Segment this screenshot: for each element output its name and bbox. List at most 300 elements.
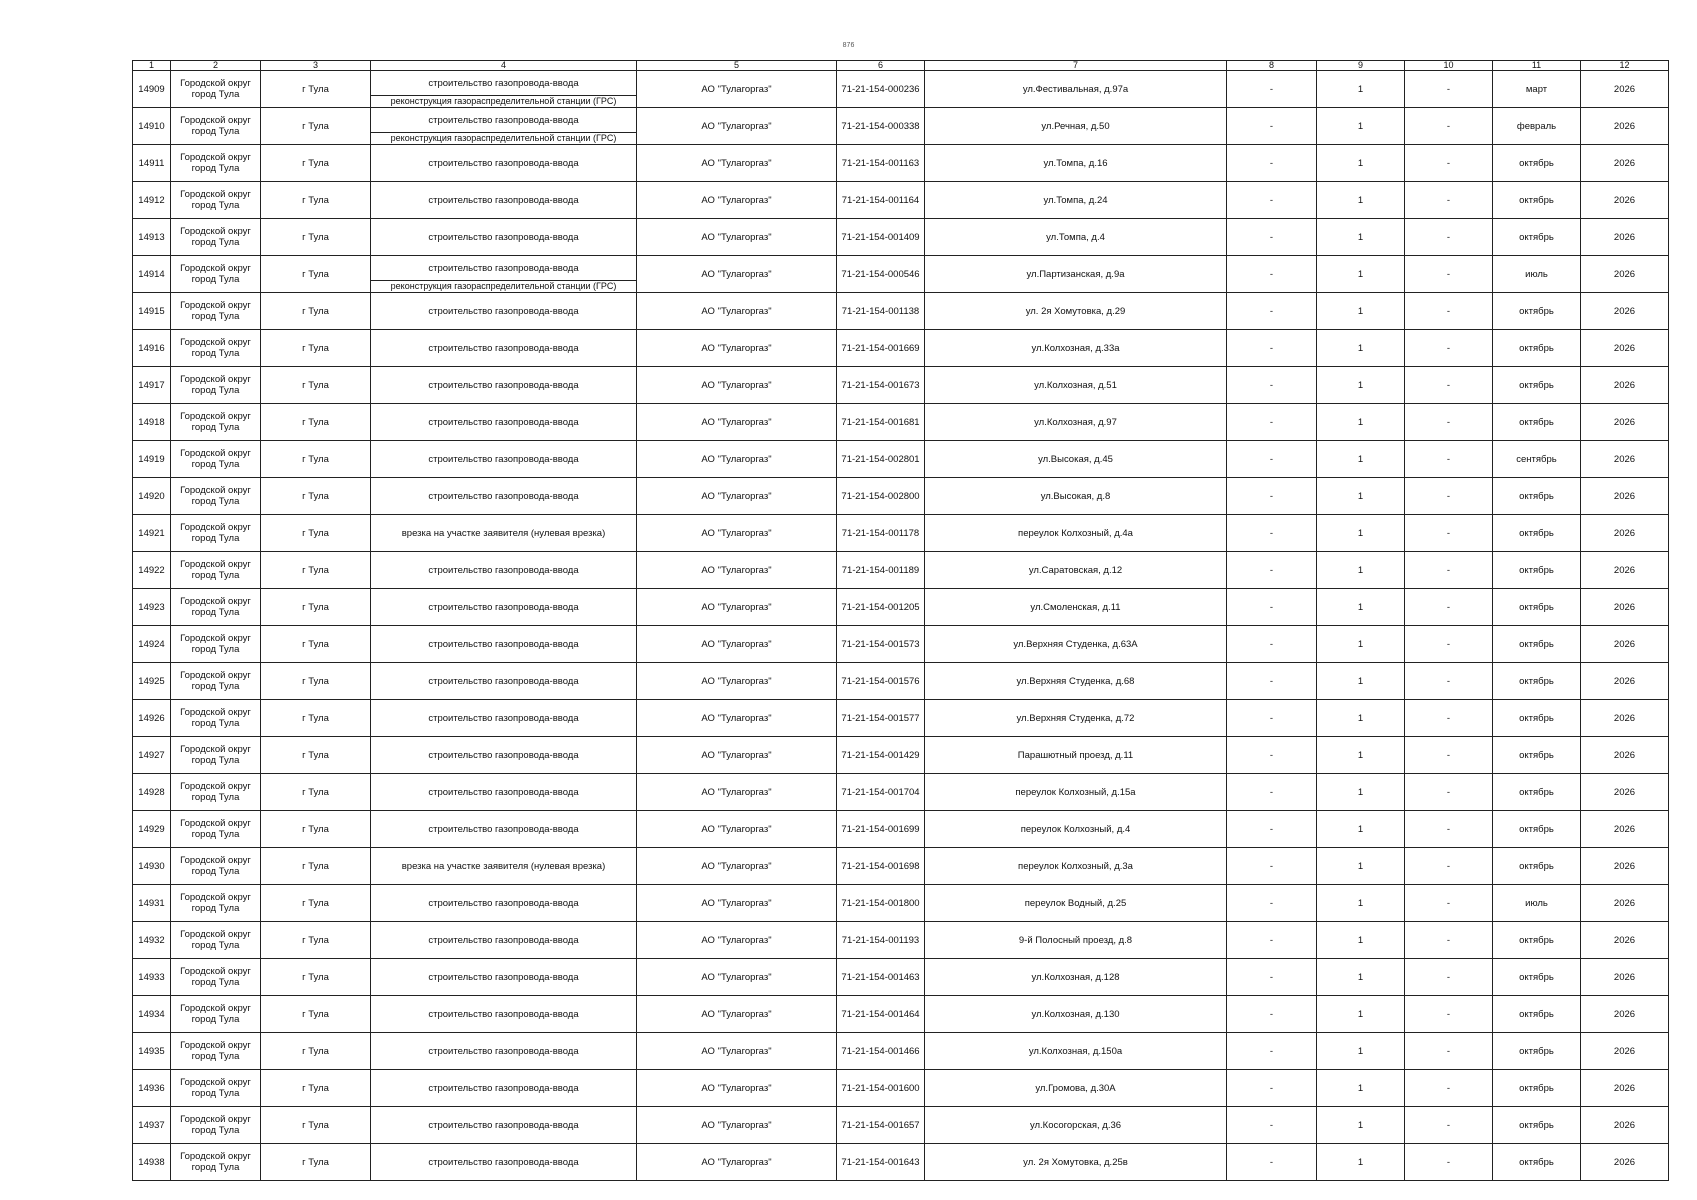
row-number-cell: 14919 [133,441,171,478]
municipality-cell: Городской округ город Тула [171,478,261,515]
settlement-cell: г Тула [261,552,371,589]
year-cell: 2026 [1581,367,1669,404]
row-number-cell: 14932 [133,922,171,959]
month-cell: октябрь [1493,848,1581,885]
settlement-cell: г Тула [261,145,371,182]
col8-cell: - [1227,552,1317,589]
municipality-cell: Городской округ город Тула [171,922,261,959]
month-cell: февраль [1493,108,1581,145]
municipality-cell: Городской округ город Тула [171,330,261,367]
organization-cell: АО "Тулагоргаз" [637,848,837,885]
col8-cell: - [1227,996,1317,1033]
address-cell: ул.Высокая, д.45 [925,441,1227,478]
col8-cell: - [1227,71,1317,108]
table-row [133,108,1669,145]
address-cell: ул.Высокая, д.8 [925,478,1227,515]
year-cell: 2026 [1581,959,1669,996]
month-cell: октябрь [1493,737,1581,774]
work-type-cell: строительство газопровода-ввода [371,145,637,182]
organization-cell: АО "Тулагоргаз" [637,1033,837,1070]
month-cell: октябрь [1493,626,1581,663]
work-type-cell: строительство газопровода-ввода [371,811,637,848]
organization-cell: АО "Тулагоргаз" [637,182,837,219]
month-cell: июль [1493,885,1581,922]
address-cell: ул.Верхняя Студенка, д.72 [925,700,1227,737]
address-cell: ул.Фестивальная, д.97а [925,71,1227,108]
object-code-cell: 71-21-154-001673 [837,367,925,404]
object-code-cell: 71-21-154-001163 [837,145,925,182]
col10-cell: - [1405,219,1493,256]
address-cell: ул.Колхозная, д.97 [925,404,1227,441]
row-number-cell: 14933 [133,959,171,996]
month-cell: октябрь [1493,1033,1581,1070]
table-row [133,922,1669,959]
municipality-cell: Городской округ город Тула [171,256,261,293]
address-cell: ул.Колхозная, д.150а [925,1033,1227,1070]
column-header-4: 4 [371,61,637,71]
col9-cell: 1 [1317,737,1405,774]
organization-cell: АО "Тулагоргаз" [637,330,837,367]
year-cell: 2026 [1581,589,1669,626]
municipality-cell: Городской округ город Тула [171,1070,261,1107]
col8-cell: - [1227,404,1317,441]
table-row [133,663,1669,700]
organization-cell: АО "Тулагоргаз" [637,1144,837,1181]
settlement-cell: г Тула [261,182,371,219]
settlement-cell: г Тула [261,441,371,478]
col9-cell: 1 [1317,293,1405,330]
column-header-7: 7 [925,61,1227,71]
work-type-cell: строительство газопровода-ввода [371,552,637,589]
col8-cell: - [1227,293,1317,330]
settlement-cell: г Тула [261,293,371,330]
col8-cell: - [1227,1033,1317,1070]
organization-cell: АО "Тулагоргаз" [637,700,837,737]
municipality-cell: Городской округ город Тула [171,182,261,219]
table-row [133,367,1669,404]
settlement-cell: г Тула [261,737,371,774]
organization-cell: АО "Тулагоргаз" [637,293,837,330]
table-row [133,293,1669,330]
year-cell: 2026 [1581,1033,1669,1070]
row-number-cell: 14937 [133,1107,171,1144]
col10-cell: - [1405,108,1493,145]
table-row [133,811,1669,848]
gasification-register-table [132,60,1669,1181]
col10-cell: - [1405,293,1493,330]
col10-cell: - [1405,1144,1493,1181]
col8-cell: - [1227,1107,1317,1144]
object-code-cell: 71-21-154-001429 [837,737,925,774]
col10-cell: - [1405,922,1493,959]
column-header-11: 11 [1493,61,1581,71]
month-cell: октябрь [1493,552,1581,589]
object-code-cell: 71-21-154-001573 [837,626,925,663]
settlement-cell: г Тула [261,478,371,515]
month-cell: октябрь [1493,1107,1581,1144]
col10-cell: - [1405,256,1493,293]
organization-cell: АО "Тулагоргаз" [637,922,837,959]
year-cell: 2026 [1581,922,1669,959]
col10-cell: - [1405,478,1493,515]
settlement-cell: г Тула [261,811,371,848]
col9-cell: 1 [1317,552,1405,589]
organization-cell: АО "Тулагоргаз" [637,552,837,589]
work-type-cell: врезка на участке заявителя (нулевая врезка) [371,515,637,552]
table-row [133,1070,1669,1107]
year-cell: 2026 [1581,663,1669,700]
municipality-cell: Городской округ город Тула [171,108,261,145]
col9-cell: 1 [1317,922,1405,959]
settlement-cell: г Тула [261,1144,371,1181]
settlement-cell: г Тула [261,1033,371,1070]
object-code-cell: 71-21-154-001681 [837,404,925,441]
col8-cell: - [1227,330,1317,367]
municipality-cell: Городской округ город Тула [171,663,261,700]
col9-cell: 1 [1317,1144,1405,1181]
work-type-cell [371,71,637,108]
column-header-8: 8 [1227,61,1317,71]
col10-cell: - [1405,404,1493,441]
settlement-cell: г Тула [261,1070,371,1107]
month-cell: октябрь [1493,1070,1581,1107]
municipality-cell: Городской округ город Тула [171,219,261,256]
municipality-cell: Городской округ город Тула [171,1107,261,1144]
col10-cell: - [1405,848,1493,885]
work-type-cell: строительство газопровода-ввода [371,1070,637,1107]
organization-cell: АО "Тулагоргаз" [637,1107,837,1144]
year-cell: 2026 [1581,1070,1669,1107]
object-code-cell: 71-21-154-001463 [837,959,925,996]
work-type-cell: строительство газопровода-ввода [371,774,637,811]
table-body [133,71,1669,1181]
municipality-cell: Городской округ город Тула [171,885,261,922]
work-type-text: строительство газопровода-ввода [428,77,579,89]
year-cell: 2026 [1581,256,1669,293]
work-type-cell: строительство газопровода-ввода [371,737,637,774]
object-code-cell: 71-21-154-001600 [837,1070,925,1107]
column-header-9: 9 [1317,61,1405,71]
month-cell: октябрь [1493,700,1581,737]
work-type-cell: врезка на участке заявителя (нулевая врезка) [371,848,637,885]
table-row [133,885,1669,922]
table-header [133,61,1669,71]
year-cell: 2026 [1581,515,1669,552]
col10-cell: - [1405,330,1493,367]
address-cell: ул.Верхняя Студенка, д.63А [925,626,1227,663]
address-cell: ул.Колхозная, д.51 [925,367,1227,404]
settlement-cell: г Тула [261,71,371,108]
object-code-cell: 71-21-154-000546 [837,256,925,293]
object-code-cell: 71-21-154-001466 [837,1033,925,1070]
settlement-cell: г Тула [261,108,371,145]
col10-cell: - [1405,959,1493,996]
col9-cell: 1 [1317,515,1405,552]
work-type-cell: строительство газопровода-ввода [371,367,637,404]
col8-cell: - [1227,626,1317,663]
month-cell: октябрь [1493,811,1581,848]
work-type-cell: строительство газопровода-ввода [371,478,637,515]
row-number-cell: 14917 [133,367,171,404]
object-code-cell: 71-21-154-001138 [837,293,925,330]
month-cell: октябрь [1493,996,1581,1033]
municipality-cell: Городской округ город Тула [171,145,261,182]
address-cell: ул.Томпа, д.16 [925,145,1227,182]
col10-cell: - [1405,515,1493,552]
col8-cell: - [1227,922,1317,959]
column-header-1: 1 [133,61,171,71]
row-number-cell: 14913 [133,219,171,256]
object-code-cell: 71-21-154-001577 [837,700,925,737]
object-code-cell: 71-21-154-001576 [837,663,925,700]
col8-cell: - [1227,589,1317,626]
work-type-cell: строительство газопровода-ввода [371,700,637,737]
col8-cell: - [1227,256,1317,293]
row-number-cell: 14926 [133,700,171,737]
address-cell: ул.Томпа, д.4 [925,219,1227,256]
work-type-cell: строительство газопровода-ввода [371,404,637,441]
col10-cell: - [1405,1033,1493,1070]
col8-cell: - [1227,367,1317,404]
month-cell: март [1493,71,1581,108]
organization-cell: АО "Тулагоргаз" [637,959,837,996]
col10-cell: - [1405,774,1493,811]
col10-cell: - [1405,367,1493,404]
col10-cell: - [1405,996,1493,1033]
organization-cell: АО "Тулагоргаз" [637,367,837,404]
year-cell: 2026 [1581,996,1669,1033]
table-row [133,71,1669,108]
year-cell: 2026 [1581,219,1669,256]
col9-cell: 1 [1317,1033,1405,1070]
year-cell: 2026 [1581,478,1669,515]
table-row [133,145,1669,182]
work-type-cell [371,108,637,145]
col10-cell: - [1405,626,1493,663]
col8-cell: - [1227,1144,1317,1181]
year-cell: 2026 [1581,811,1669,848]
row-number-cell: 14918 [133,404,171,441]
object-code-cell: 71-21-154-001178 [837,515,925,552]
address-cell: переулок Колхозный, д.4 [925,811,1227,848]
col9-cell: 1 [1317,626,1405,663]
row-number-cell: 14912 [133,182,171,219]
work-type-cell: строительство газопровода-ввода [371,1144,637,1181]
year-cell: 2026 [1581,885,1669,922]
municipality-cell: Городской округ город Тула [171,293,261,330]
object-code-cell: 71-21-154-001193 [837,922,925,959]
organization-cell: АО "Тулагоргаз" [637,885,837,922]
row-number-cell: 14911 [133,145,171,182]
row-number-cell: 14922 [133,552,171,589]
settlement-cell: г Тула [261,330,371,367]
column-header-3: 3 [261,61,371,71]
settlement-cell: г Тула [261,367,371,404]
table-row [133,700,1669,737]
year-cell: 2026 [1581,182,1669,219]
settlement-cell: г Тула [261,848,371,885]
address-cell: ул.Саратовская, д.12 [925,552,1227,589]
year-cell: 2026 [1581,330,1669,367]
address-cell: ул.Речная, д.50 [925,108,1227,145]
organization-cell: АО "Тулагоргаз" [637,996,837,1033]
object-code-cell: 71-21-154-001464 [837,996,925,1033]
object-code-cell: 71-21-154-001704 [837,774,925,811]
month-cell: октябрь [1493,922,1581,959]
work-type-cell: строительство газопровода-ввода [371,922,637,959]
object-code-cell: 71-21-154-001643 [837,1144,925,1181]
col8-cell: - [1227,441,1317,478]
table-row [133,219,1669,256]
object-code-cell: 71-21-154-001205 [837,589,925,626]
row-number-cell: 14910 [133,108,171,145]
table-row [133,515,1669,552]
col8-cell: - [1227,885,1317,922]
row-number-cell: 14934 [133,996,171,1033]
col9-cell: 1 [1317,478,1405,515]
table-row [133,441,1669,478]
row-number-cell: 14925 [133,663,171,700]
work-type-cell: строительство газопровода-ввода [371,626,637,663]
municipality-cell: Городской округ город Тула [171,71,261,108]
work-type-cell: строительство газопровода-ввода [371,885,637,922]
row-number-cell: 14929 [133,811,171,848]
col9-cell: 1 [1317,330,1405,367]
row-number-cell: 14916 [133,330,171,367]
object-code-cell: 71-21-154-001657 [837,1107,925,1144]
table-row [133,848,1669,885]
month-cell: октябрь [1493,663,1581,700]
month-cell: октябрь [1493,1144,1581,1181]
month-cell: октябрь [1493,959,1581,996]
table-row [133,774,1669,811]
address-cell: ул.Колхозная, д.33а [925,330,1227,367]
work-type-cell: строительство газопровода-ввода [371,996,637,1033]
address-cell: переулок Колхозный, д.3а [925,848,1227,885]
col9-cell: 1 [1317,108,1405,145]
col10-cell: - [1405,552,1493,589]
table-row [133,256,1669,293]
work-type-text: строительство газопровода-ввода [428,262,579,274]
organization-cell: АО "Тулагоргаз" [637,441,837,478]
object-code-cell: 71-21-154-001698 [837,848,925,885]
col9-cell: 1 [1317,367,1405,404]
table-row [133,1033,1669,1070]
municipality-cell: Городской округ город Тула [171,1144,261,1181]
col9-cell: 1 [1317,256,1405,293]
settlement-cell: г Тула [261,959,371,996]
organization-cell: АО "Тулагоргаз" [637,737,837,774]
col8-cell: - [1227,478,1317,515]
work-type-cell: строительство газопровода-ввода [371,1033,637,1070]
col9-cell: 1 [1317,959,1405,996]
month-cell: октябрь [1493,219,1581,256]
object-code-cell: 71-21-154-001409 [837,219,925,256]
column-header-5: 5 [637,61,837,71]
col9-cell: 1 [1317,663,1405,700]
month-cell: июль [1493,256,1581,293]
work-type-cell: строительство газопровода-ввода [371,182,637,219]
municipality-cell: Городской округ город Тула [171,441,261,478]
work-type-cell: строительство газопровода-ввода [371,293,637,330]
table-row [133,330,1669,367]
year-cell: 2026 [1581,774,1669,811]
col10-cell: - [1405,885,1493,922]
municipality-cell: Городской округ город Тула [171,959,261,996]
address-cell: ул.Колхозная, д.128 [925,959,1227,996]
col8-cell: - [1227,108,1317,145]
row-number-cell: 14931 [133,885,171,922]
col9-cell: 1 [1317,1070,1405,1107]
organization-cell: АО "Тулагоргаз" [637,71,837,108]
municipality-cell: Городской округ город Тула [171,996,261,1033]
address-cell: 9-й Полосный проезд, д.8 [925,922,1227,959]
col9-cell: 1 [1317,219,1405,256]
settlement-cell: г Тула [261,922,371,959]
month-cell: октябрь [1493,478,1581,515]
col8-cell: - [1227,515,1317,552]
municipality-cell: Городской округ город Тула [171,811,261,848]
col8-cell: - [1227,848,1317,885]
address-cell: ул. 2я Хомутовка, д.25в [925,1144,1227,1181]
table-row [133,1107,1669,1144]
work-type-cell: строительство газопровода-ввода [371,589,637,626]
address-cell: ул.Томпа, д.24 [925,182,1227,219]
col9-cell: 1 [1317,885,1405,922]
table-row [133,589,1669,626]
organization-cell: АО "Тулагоргаз" [637,404,837,441]
row-number-cell: 14921 [133,515,171,552]
municipality-cell: Городской округ город Тула [171,737,261,774]
year-cell: 2026 [1581,1107,1669,1144]
municipality-cell: Городской округ город Тула [171,626,261,663]
organization-cell: АО "Тулагоргаз" [637,626,837,663]
col10-cell: - [1405,811,1493,848]
month-cell: октябрь [1493,145,1581,182]
col8-cell: - [1227,700,1317,737]
settlement-cell: г Тула [261,404,371,441]
row-number-cell: 14909 [133,71,171,108]
settlement-cell: г Тула [261,1107,371,1144]
col9-cell: 1 [1317,700,1405,737]
work-type-cell [371,256,637,293]
column-header-6: 6 [837,61,925,71]
object-code-cell: 71-21-154-001699 [837,811,925,848]
col8-cell: - [1227,774,1317,811]
municipality-cell: Городской округ город Тула [171,589,261,626]
column-header-12: 12 [1581,61,1669,71]
municipality-cell: Городской округ город Тула [171,367,261,404]
col10-cell: - [1405,663,1493,700]
year-cell: 2026 [1581,71,1669,108]
row-number-cell: 14930 [133,848,171,885]
work-type-cell: строительство газопровода-ввода [371,219,637,256]
year-cell: 2026 [1581,737,1669,774]
settlement-cell: г Тула [261,885,371,922]
col10-cell: - [1405,441,1493,478]
table-row [133,737,1669,774]
column-header-10: 10 [1405,61,1493,71]
year-cell: 2026 [1581,293,1669,330]
page-number: 876 [842,42,855,49]
settlement-cell: г Тула [261,515,371,552]
municipality-cell: Городской округ город Тула [171,552,261,589]
col10-cell: - [1405,182,1493,219]
address-cell: переулок Колхозный, д.4а [925,515,1227,552]
organization-cell: АО "Тулагоргаз" [637,515,837,552]
object-code-cell: 71-21-154-001800 [837,885,925,922]
col10-cell: - [1405,589,1493,626]
